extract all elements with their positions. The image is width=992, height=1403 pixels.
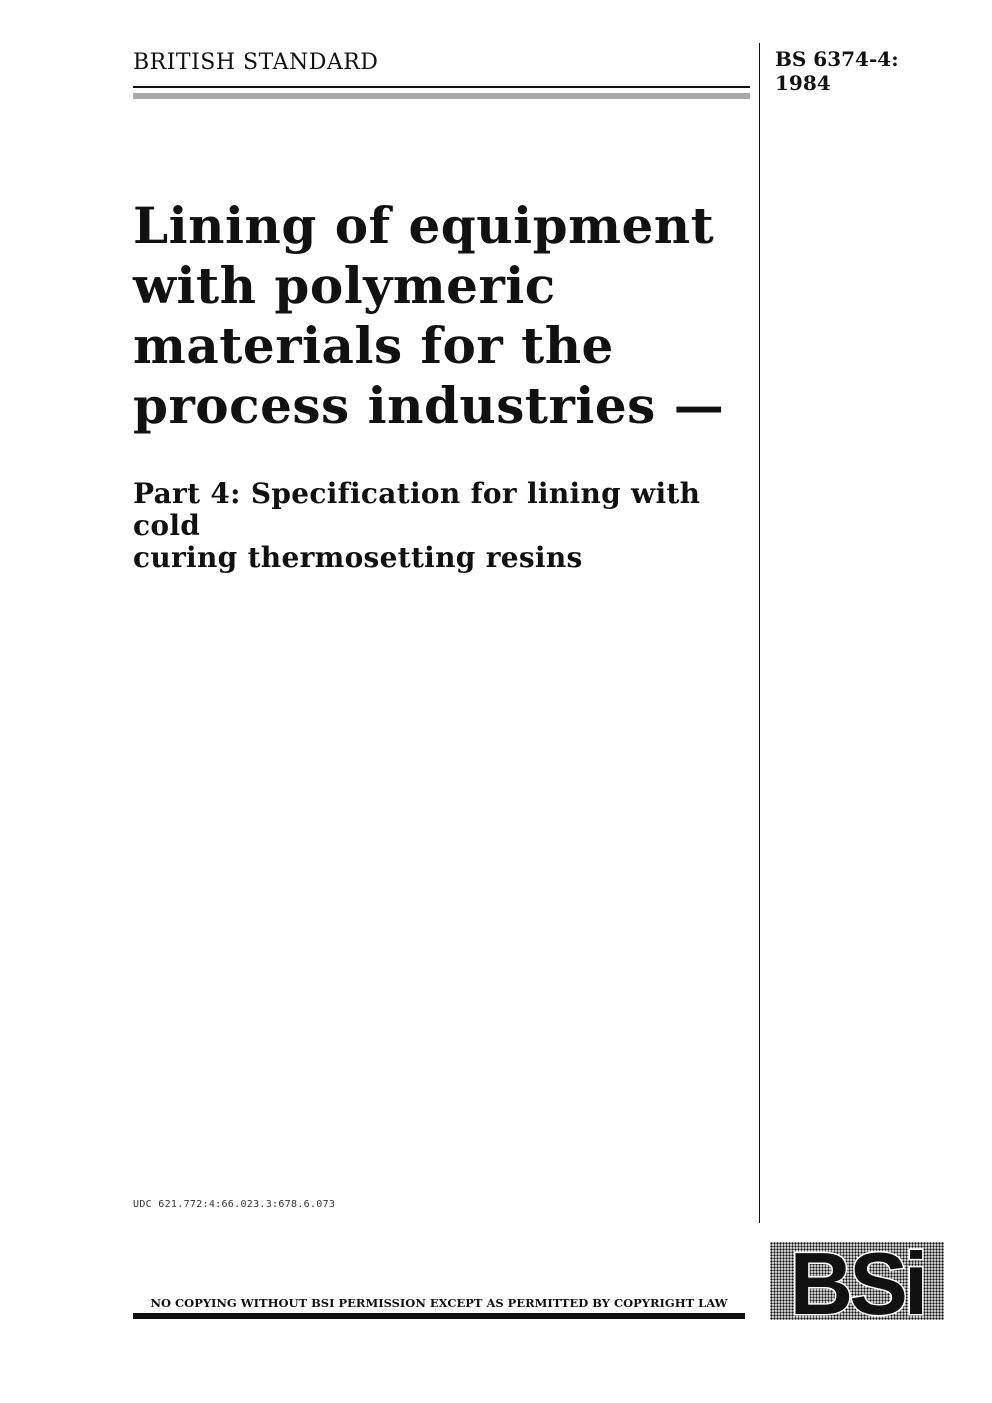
document-series-label: BRITISH STANDARD (133, 50, 379, 75)
header-rule-thin (133, 86, 750, 88)
header-rule-thick (133, 93, 750, 99)
title-line: Lining of equipment (133, 196, 715, 255)
document-subtitle (133, 478, 753, 574)
copyright-notice: NO COPYING WITHOUT BSI PERMISSION EXCEPT AS PERMITTED BY COPYRIGHT LAW (150, 1296, 728, 1310)
udc-classification: UDC 621.772:4:66.023.3:678.6.073 (133, 1199, 336, 1210)
title-line: process industries — (133, 376, 725, 435)
document-title (133, 196, 753, 436)
subtitle-line: curing thermosetting resins (133, 541, 583, 574)
subtitle-line: Part 4: Specification for lining with cold (133, 477, 701, 542)
footer-rule (133, 1313, 745, 1319)
vertical-divider (759, 43, 760, 1223)
title-line: materials for the (133, 316, 614, 375)
svg-text:BSi: BSi (789, 1242, 925, 1320)
standard-number-year: 1984 (775, 71, 831, 95)
standard-number (775, 47, 899, 95)
bsi-logo (770, 1242, 944, 1320)
title-line: with polymeric (133, 256, 556, 315)
standard-number-code: BS 6374-4: (775, 47, 899, 71)
